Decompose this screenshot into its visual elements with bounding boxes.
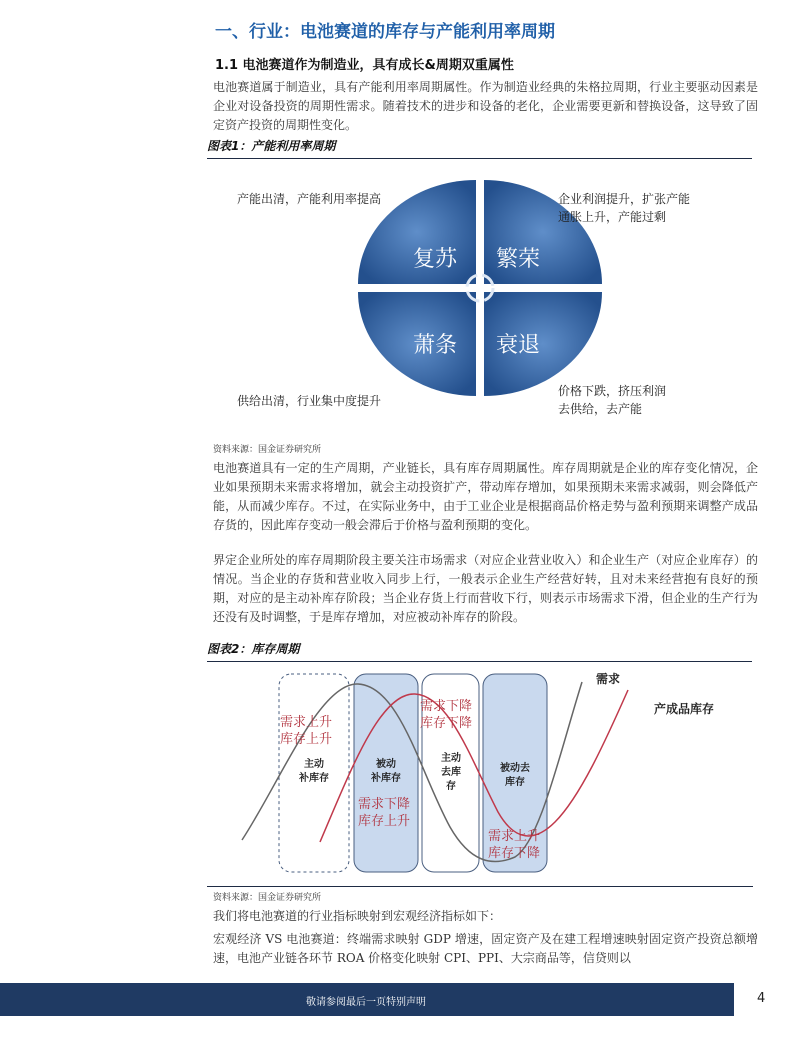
label-bottom-left: 供给出清，行业集中度提升 (237, 394, 382, 408)
footer-disclaimer: 敬请参阅最后一页特别声明 (306, 997, 426, 1008)
series-label-inventory: 产成品库存 (654, 702, 715, 716)
page-number: 4 (757, 991, 766, 1006)
inventory-cycle-chart (210, 662, 755, 884)
phase-label-2: 被动 补库存 (371, 759, 401, 784)
label-top-right-1: 企业利润提升，扩张产能 (558, 192, 691, 206)
label-bottom-right-1: 价格下跌，挤压利润 (558, 384, 667, 398)
paragraph-1: 电池赛道属于制造业，具有产能利用率周期属性。作为制造业经典的朱格拉周期，行业主要驱动因素是企业对设备投资的周期性需求。随着技术的进步和设备的老化，企业需要更新和替换设备，这导致了固定资产投资的周期性变化。 (213, 80, 758, 132)
footer-bar (0, 983, 734, 1016)
section-title: 一、行业：电池赛道的库存与产能利用率周期 (215, 22, 555, 42)
annotation-3: 需求下降 库存下降 (420, 699, 473, 731)
annotation-1: 需求上升 库存上升 (280, 715, 333, 747)
paragraph-4: 我们将电池赛道的行业指标映射到宏观经济指标如下： (213, 909, 502, 923)
figure1-source: 资料来源：国金证券研究所 (213, 445, 322, 455)
quadrant-recession-label: 衰退 (496, 333, 541, 358)
paragraph-2: 电池赛道具有一定的生产周期，产业链长，具有库存周期属性。库存周期就是企业的库存变化情况，企业如果预期未来需求将增加，就会主动投资扩产，带动库存增加，如果预期未来需求减弱，则会降低产能，从而减少库存。不过，在实际业务中，由于工业企业是根据商品价格走势与盈利预期来调整产成品存货的，因此库存变动一般会滞后于价格与盈利预期的变化。 (213, 461, 758, 532)
figure2-source: 资料来源：国金证券研究所 (213, 893, 322, 903)
quadrant-recovery-label: 复苏 (413, 247, 458, 272)
phase-label-3: 主动 去库 存 (441, 753, 461, 792)
figure1-title: 图表1：产能利用率周期 (207, 137, 752, 159)
series-label-demand: 需求 (596, 672, 621, 686)
annotation-2: 需求下降 库存上升 (358, 797, 411, 829)
label-bottom-right-2: 去供给，去产能 (558, 402, 643, 416)
phase-label-1: 主动 补库存 (299, 759, 329, 784)
figure1-cycle-diagram (210, 160, 755, 435)
subsection-title: 1.1 电池赛道作为制造业，具有成长&周期双重属性 (215, 58, 514, 73)
quadrant-prosperity-label: 繁荣 (496, 247, 541, 272)
center-cycle-icon (467, 275, 493, 301)
figure2-title: 图表2：库存周期 (207, 640, 752, 662)
annotation-4: 需求上升 库存下降 (488, 829, 541, 861)
figure2-inventory-cycle (210, 662, 755, 884)
quadrant-depression-label: 萧条 (413, 333, 458, 358)
label-top-right-2: 通胀上升，产能过剩 (558, 210, 667, 224)
label-top-left: 产能出清，产能利用率提高 (237, 192, 382, 206)
paragraph-3: 界定企业所处的库存周期阶段主要关注市场需求（对应企业营业收入）和企业生产（对应企业库存）的情况。当企业的存货和营业收入同步上行，一般表示企业生产经营好转，且对未来经营抱有良好的预期，对应的是主动补库存阶段；当企业存货上行而营收下行，则表示市场需求下滑，但企业的生产行为还没有及时调整，于是库存增加，对应被动补库存的阶段。 (213, 553, 758, 624)
paragraph-5: 宏观经济 VS 电池赛道：终端需求映射 GDP 增速，固定资产及在建工程增速映射固定资产投资总额增速，电池产业链各环节 ROA 价格变化映射 CPI、PPI、大宗商品等，信贷则以 (213, 932, 758, 965)
figure2-bottom-rule (207, 886, 753, 887)
phase-label-4: 被动去 库存 (500, 763, 530, 788)
